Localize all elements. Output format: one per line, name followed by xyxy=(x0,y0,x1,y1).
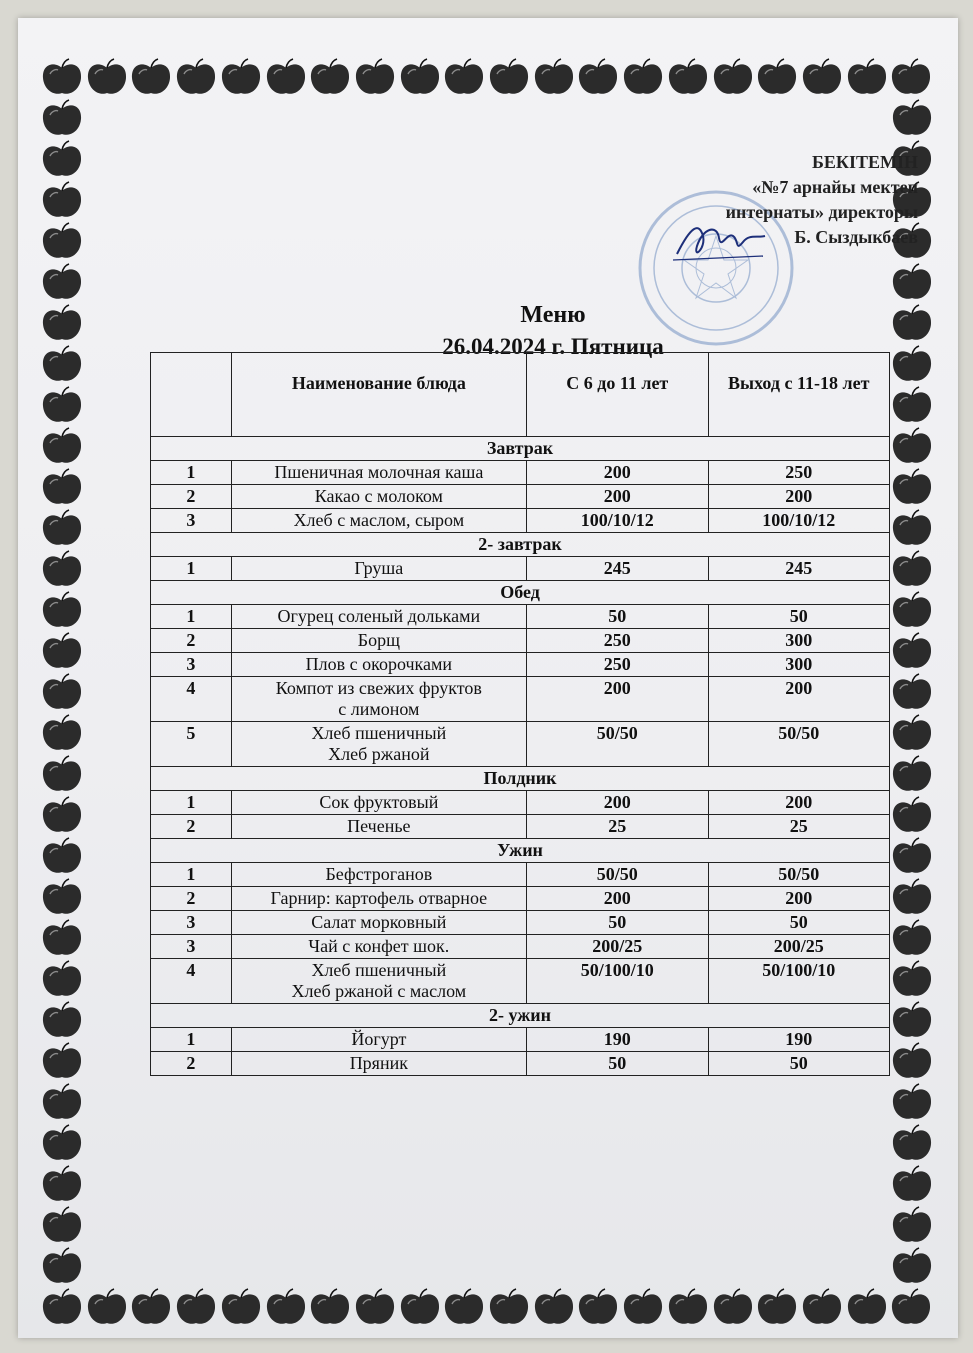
apple-icon xyxy=(308,1288,352,1328)
row-number: 5 xyxy=(151,722,232,767)
dish-name-line: Гарнир: картофель отварное xyxy=(270,888,488,908)
apple-icon xyxy=(40,468,84,508)
portion-6-11: 200 xyxy=(527,461,708,485)
apple-icon xyxy=(890,427,934,467)
apple-icon xyxy=(442,58,486,98)
apple-icon xyxy=(40,304,84,344)
table-row xyxy=(151,887,890,911)
apple-icon xyxy=(174,1288,218,1328)
apple-icon xyxy=(40,427,84,467)
meal-section-row xyxy=(151,581,890,605)
approval-position: интернаты» директоры xyxy=(725,202,918,222)
portion-6-11: 245 xyxy=(527,557,708,581)
apple-icon xyxy=(890,796,934,836)
dish-name-line: Салат морковный xyxy=(311,912,447,932)
apple-icon xyxy=(890,673,934,713)
row-number: 1 xyxy=(151,605,232,629)
apple-icon xyxy=(890,755,934,795)
portion-6-11: 200 xyxy=(527,677,708,722)
meal-section-row xyxy=(151,437,890,461)
apple-icon xyxy=(666,58,710,98)
portion-11-18: 50 xyxy=(708,1052,890,1076)
portion-11-18: 190 xyxy=(708,1028,890,1052)
apple-icon xyxy=(576,58,620,98)
apple-icon xyxy=(800,58,844,98)
apple-icon xyxy=(40,1206,84,1246)
apple-icon xyxy=(264,58,308,98)
portion-6-11: 50 xyxy=(527,605,708,629)
apple-icon xyxy=(40,345,84,385)
dish-name-line: Пшеничная молочная каша xyxy=(274,462,484,482)
apple-icon xyxy=(85,1288,129,1328)
apple-icon xyxy=(398,1288,442,1328)
portion-6-11: 50/50 xyxy=(527,863,708,887)
apple-icon xyxy=(890,591,934,631)
dish-name xyxy=(231,605,526,629)
apple-icon xyxy=(40,140,84,180)
apple-icon xyxy=(532,58,576,98)
portion-6-11: 250 xyxy=(527,653,708,677)
apple-icon xyxy=(40,181,84,221)
apple-icon xyxy=(890,1001,934,1041)
dish-name-line: Печенье xyxy=(347,816,411,836)
meal-section-row xyxy=(151,1004,890,1028)
apple-icon xyxy=(40,960,84,1000)
table-row xyxy=(151,1052,890,1076)
dish-name-line: Йогурт xyxy=(351,1029,407,1049)
apple-icon xyxy=(890,550,934,590)
portion-11-18: 50 xyxy=(708,605,890,629)
dish-name xyxy=(231,461,526,485)
portion-11-18: 25 xyxy=(708,815,890,839)
menu-table xyxy=(150,352,890,1076)
dish-name xyxy=(231,791,526,815)
dish-name-line: Какао с молоком xyxy=(314,486,443,506)
apple-icon xyxy=(845,58,889,98)
apple-icon xyxy=(40,1124,84,1164)
meal-section-title: 2- завтрак xyxy=(151,533,890,557)
apple-icon xyxy=(890,960,934,1000)
portion-6-11: 25 xyxy=(527,815,708,839)
apple-icon xyxy=(890,632,934,672)
apple-icon xyxy=(890,837,934,877)
portion-11-18: 50/100/10 xyxy=(708,959,890,1004)
apple-icon xyxy=(890,919,934,959)
apple-icon xyxy=(890,1247,934,1287)
portion-6-11: 250 xyxy=(527,629,708,653)
apple-icon xyxy=(711,1288,755,1328)
dish-name-line: Груша xyxy=(354,558,404,578)
apple-icon xyxy=(890,509,934,549)
apple-icon xyxy=(890,99,934,139)
dish-name-line: Огурец соленый дольками xyxy=(277,606,481,626)
apple-icon xyxy=(129,1288,173,1328)
portion-11-18: 50/50 xyxy=(708,722,890,767)
portion-11-18: 200 xyxy=(708,887,890,911)
meal-section-title: Обед xyxy=(151,581,890,605)
apple-icon xyxy=(40,99,84,139)
apple-icon xyxy=(890,1124,934,1164)
apple-icon xyxy=(890,878,934,918)
portion-6-11: 50 xyxy=(527,1052,708,1076)
portion-11-18: 245 xyxy=(708,557,890,581)
apple-icon xyxy=(890,468,934,508)
row-number: 1 xyxy=(151,557,232,581)
apple-icon xyxy=(890,1165,934,1205)
row-number: 2 xyxy=(151,485,232,509)
dish-name-line: Пряник xyxy=(349,1053,408,1073)
apple-icon xyxy=(800,1288,844,1328)
apple-icon xyxy=(621,58,665,98)
dish-name xyxy=(231,629,526,653)
apple-icon xyxy=(755,1288,799,1328)
header-number xyxy=(151,353,232,437)
dish-name xyxy=(231,863,526,887)
apple-icon xyxy=(40,1083,84,1123)
portion-6-11: 200 xyxy=(527,887,708,911)
apple-icon xyxy=(40,796,84,836)
apple-icon xyxy=(40,878,84,918)
dish-name xyxy=(231,815,526,839)
table-row xyxy=(151,485,890,509)
table-row xyxy=(151,557,890,581)
row-number: 3 xyxy=(151,911,232,935)
apple-icon xyxy=(487,58,531,98)
apple-icon xyxy=(85,58,129,98)
apple-icon xyxy=(353,1288,397,1328)
row-number: 3 xyxy=(151,935,232,959)
portion-6-11: 50/50 xyxy=(527,722,708,767)
portion-11-18: 50 xyxy=(708,911,890,935)
apple-icon xyxy=(40,632,84,672)
portion-6-11: 100/10/12 xyxy=(527,509,708,533)
dish-name-line: Хлеб пшеничный xyxy=(311,960,447,980)
apple-icon xyxy=(308,58,352,98)
apple-icon xyxy=(890,345,934,385)
apple-icon xyxy=(40,837,84,877)
apple-icon xyxy=(174,58,218,98)
apple-icon xyxy=(890,1042,934,1082)
table-row xyxy=(151,722,890,767)
meal-section-title: Ужин xyxy=(151,839,890,863)
portion-6-11: 190 xyxy=(527,1028,708,1052)
portion-11-18: 200/25 xyxy=(708,935,890,959)
table-header-row xyxy=(151,353,890,437)
row-number: 1 xyxy=(151,791,232,815)
dish-name xyxy=(231,1052,526,1076)
portion-11-18: 200 xyxy=(708,791,890,815)
apple-icon xyxy=(40,1165,84,1205)
apple-icon xyxy=(40,919,84,959)
table-row xyxy=(151,791,890,815)
row-number: 2 xyxy=(151,1052,232,1076)
dish-name xyxy=(231,935,526,959)
apple-icon xyxy=(40,1288,84,1328)
portion-6-11: 200 xyxy=(527,791,708,815)
dish-name-line: Хлеб с маслом, сыром xyxy=(293,510,465,530)
dish-name-line: Компот из свежих фруктов xyxy=(275,678,482,698)
dish-name-line: Хлеб пшеничный xyxy=(311,723,447,743)
apple-icon xyxy=(890,1083,934,1123)
dish-name-line: Чай с конфет шок. xyxy=(308,936,450,956)
row-number: 2 xyxy=(151,887,232,911)
meal-section-row xyxy=(151,533,890,557)
apple-icon xyxy=(889,1288,933,1328)
row-number: 4 xyxy=(151,677,232,722)
apple-icon xyxy=(621,1288,665,1328)
apple-icon xyxy=(40,1247,84,1287)
portion-11-18: 300 xyxy=(708,653,890,677)
portion-11-18: 250 xyxy=(708,461,890,485)
table-row xyxy=(151,959,890,1004)
portion-11-18: 50/50 xyxy=(708,863,890,887)
apple-icon xyxy=(40,1001,84,1041)
dish-name xyxy=(231,509,526,533)
approval-heading: БЕКІТЕМІН xyxy=(812,152,918,172)
header-dish: Наименование блюда xyxy=(231,353,526,437)
portion-6-11: 50 xyxy=(527,911,708,935)
row-number: 3 xyxy=(151,509,232,533)
meal-section-title: Полдник xyxy=(151,767,890,791)
dish-name xyxy=(231,1028,526,1052)
menu-table-body xyxy=(151,437,890,1076)
apple-icon xyxy=(890,714,934,754)
row-number: 3 xyxy=(151,653,232,677)
portion-11-18: 200 xyxy=(708,485,890,509)
table-row xyxy=(151,629,890,653)
table-row xyxy=(151,935,890,959)
portion-6-11: 200/25 xyxy=(527,935,708,959)
apple-icon xyxy=(889,58,933,98)
meal-section-row xyxy=(151,767,890,791)
apple-icon xyxy=(264,1288,308,1328)
dish-name xyxy=(231,911,526,935)
apple-icon xyxy=(666,1288,710,1328)
apple-icon xyxy=(40,222,84,262)
apple-icon xyxy=(890,304,934,344)
apple-icon xyxy=(40,673,84,713)
apple-icon xyxy=(398,58,442,98)
row-number: 1 xyxy=(151,461,232,485)
apple-icon xyxy=(40,591,84,631)
table-row xyxy=(151,815,890,839)
apple-icon xyxy=(40,755,84,795)
row-number: 2 xyxy=(151,815,232,839)
apple-icon xyxy=(219,58,263,98)
portion-11-18: 300 xyxy=(708,629,890,653)
row-number: 4 xyxy=(151,959,232,1004)
dish-name-line: с лимоном xyxy=(338,699,420,719)
dish-name xyxy=(231,557,526,581)
apple-icon xyxy=(487,1288,531,1328)
dish-name xyxy=(231,677,526,722)
apple-icon xyxy=(40,550,84,590)
menu-date: 26.04.2024 г. Пятница xyxy=(442,334,664,359)
apple-icon xyxy=(40,263,84,303)
meal-section-title: 2- ужин xyxy=(151,1004,890,1028)
meal-section-row xyxy=(151,839,890,863)
table-row xyxy=(151,863,890,887)
dish-name xyxy=(231,722,526,767)
approval-signatory: Б. Сыздыкбаев xyxy=(794,227,918,247)
header-age-6-11: С 6 до 11 лет xyxy=(527,353,708,437)
dish-name xyxy=(231,959,526,1004)
dish-name-line: Плов с окорочками xyxy=(305,654,453,674)
meal-section-title: Завтрак xyxy=(151,437,890,461)
dish-name-line: Сок фруктовый xyxy=(319,792,439,812)
apple-icon xyxy=(129,58,173,98)
apple-icon xyxy=(40,509,84,549)
apple-icon xyxy=(442,1288,486,1328)
apple-icon xyxy=(40,58,84,98)
apple-icon xyxy=(845,1288,889,1328)
approval-block xyxy=(726,150,918,250)
table-row xyxy=(151,509,890,533)
row-number: 1 xyxy=(151,1028,232,1052)
apple-icon xyxy=(40,1042,84,1082)
portion-6-11: 50/100/10 xyxy=(527,959,708,1004)
portion-11-18: 200 xyxy=(708,677,890,722)
apple-icon xyxy=(353,58,397,98)
apple-icon xyxy=(40,386,84,426)
table-row xyxy=(151,605,890,629)
menu-title: Меню xyxy=(520,302,586,328)
apple-icon xyxy=(755,58,799,98)
portion-6-11: 200 xyxy=(527,485,708,509)
table-row xyxy=(151,461,890,485)
apple-icon xyxy=(890,1206,934,1246)
apple-icon xyxy=(890,263,934,303)
portion-11-18: 100/10/12 xyxy=(708,509,890,533)
approval-school: «№7 арнайы мектеп xyxy=(752,177,918,197)
row-number: 1 xyxy=(151,863,232,887)
dish-name xyxy=(231,485,526,509)
apple-icon xyxy=(40,714,84,754)
dish-name-line: Хлеб ржаной xyxy=(328,744,430,764)
apple-icon xyxy=(219,1288,263,1328)
dish-name-line: Хлеб ржаной с маслом xyxy=(291,981,467,1001)
dish-name-line: Бефстроганов xyxy=(325,864,433,884)
dish-name-line: Борщ xyxy=(357,630,400,650)
table-row xyxy=(151,653,890,677)
apple-icon xyxy=(532,1288,576,1328)
table-row xyxy=(151,1028,890,1052)
apple-icon xyxy=(711,58,755,98)
table-row xyxy=(151,911,890,935)
apple-icon xyxy=(576,1288,620,1328)
table-row xyxy=(151,677,890,722)
header-age-11-18: Выход с 11-18 лет xyxy=(708,353,890,437)
apple-icon xyxy=(890,386,934,426)
dish-name xyxy=(231,653,526,677)
row-number: 2 xyxy=(151,629,232,653)
dish-name xyxy=(231,887,526,911)
